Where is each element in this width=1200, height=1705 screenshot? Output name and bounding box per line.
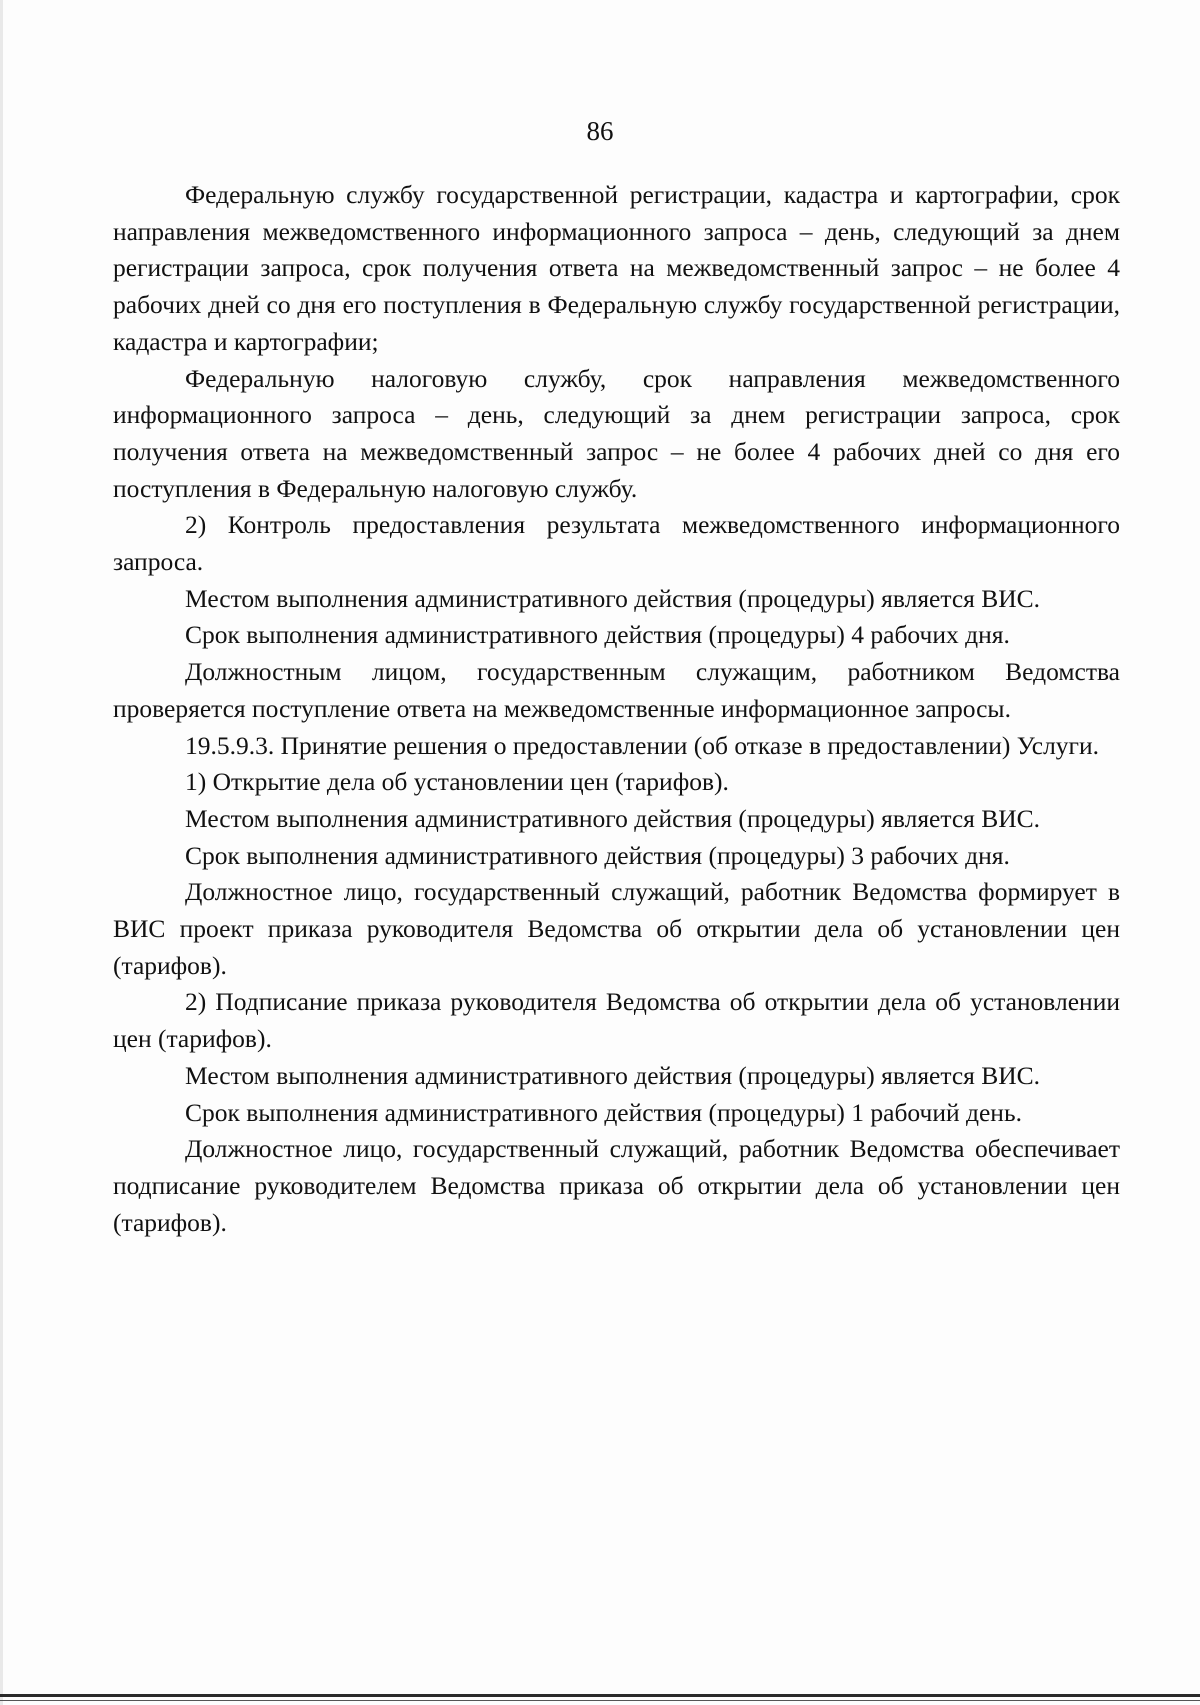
paragraph-place-vis-3: Местом выполнения административного действия (процедуры) является ВИС. (185, 1060, 1041, 1090)
paragraph-term-1-day: Срок выполнения административного действия (процедуры) 1 рабочий день. (185, 1097, 1022, 1127)
scan-bottom-rule-thin (0, 1700, 1200, 1701)
paragraph-section-19-5-9-3: 19.5.9.3. Принятие решения о предоставлении (об отказе в предоставлении) Услуги. (185, 730, 1100, 760)
paragraph-official-forms-order: Должностное лицо, государственный служащий, работник Ведомства формирует в ВИС проект приказа руководителя Ведомства об открытии дела об установлении цен (тарифов). (113, 877, 1120, 980)
paragraph-term-4-days: Срок выполнения административного действия (процедуры) 4 рабочих дня. (185, 620, 1010, 650)
paragraph-place-vis-1: Местом выполнения административного действия (процедуры) является ВИС. (185, 583, 1041, 613)
paragraph-term-3-days: Срок выполнения административного действия (процедуры) 3 рабочих дня. (185, 840, 1010, 870)
paragraph-official-checks-response: Должностным лицом, государственным служащим, работником Ведомства проверяется поступление ответа на межведомственные информационное запросы. (113, 657, 1120, 723)
paragraph-rosreestr-request: Федеральную службу государственной регистрации, кадастра и картографии, срок направления межведомственного информационного запроса – день, следующий за днем регистрации запроса, срок получения ответа на межведомственный запрос – не более 4 рабочих дней со дня его поступления в Федеральную службу государственной регистрации, кадастра и картографии; (113, 180, 1120, 356)
paragraph-step-2-signing: 2) Подписание приказа руководителя Ведомства об открытии дела об установлении цен (тарифов). (113, 987, 1120, 1054)
paragraph-tax-service-request: Федеральную налоговую службу, срок направления межведомственного информационного запроса – день, следующий за днем регистрации запроса, срок получения ответа на межведомственный запрос – не более 4 рабочих дней со дня его поступления в Федеральную налоговую службу. (113, 363, 1120, 503)
page-number: 86 (586, 116, 614, 146)
paragraph-step-1-open-case: 1) Открытие дела об установлении цен (тарифов). (185, 767, 729, 797)
scan-bottom-rule (0, 1694, 1200, 1697)
paragraph-step-2-control: 2) Контроль предоставления результата межведомственного информационного запроса. (113, 510, 1120, 577)
scan-edge-shadow (0, 0, 3, 1705)
body-text (113, 177, 1120, 1241)
paragraph-official-ensures-signing: Должностное лицо, государственный служащий, работник Ведомства обеспечивает подписание руководителем Ведомства приказа об открытии дела об установлении цен (тарифов). (113, 1134, 1120, 1237)
paragraph-place-vis-2: Местом выполнения административного действия (процедуры) является ВИС. (185, 803, 1041, 833)
